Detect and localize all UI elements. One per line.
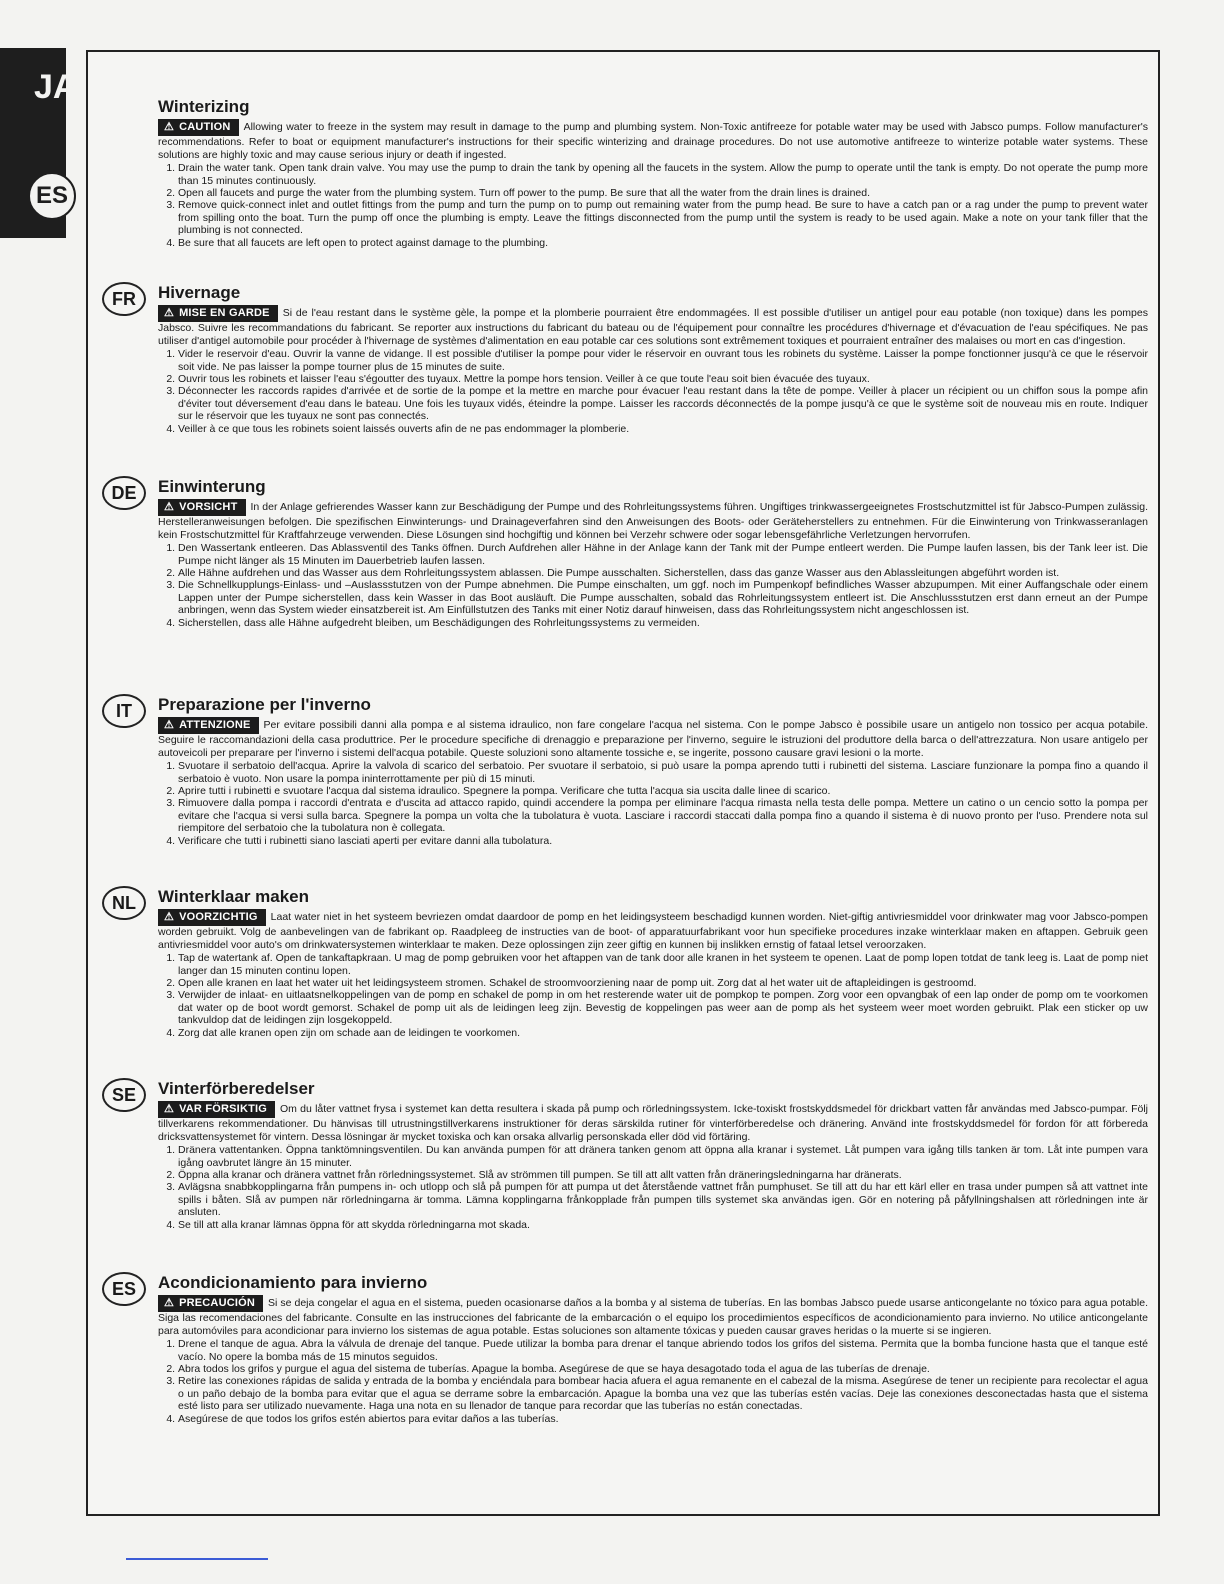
intro-text: Allowing water to freeze in the system may result in damage to the pump and plumbing system. Non-Toxic antifreeze for potable water may be used with Jabsco pumps. Follow manufacturer's recommendations. Refer to boat or equipment manufacturer's instructions for their specific winterizing and drainage procedures. Do not use automotive antifreeze to winterize potable water systems. These solutions are highly toxic and may cause serious injury or death if ingested. bbox=[158, 121, 1148, 161]
warn-label: MISE EN GARDE bbox=[179, 307, 270, 319]
section-intro bbox=[158, 909, 1148, 951]
step-item: 3. Verwijder de inlaat- en uitlaatsnelkoppelingen van de pomp en schakel de pomp in om het resterende water uit de pompkop te pompen. Zorg voor een opvangbak of een lap onder de pomp om te voorkomen dat water op de boot wordt gemorst. Schakel de pomp uit als de leidingen leeg zijn. Bevestig de koppelingen pas weer aan de pomp als het systeem weer moet worden gebruikt. Plak een sticker op uw tankvuldop dat de leidingen zijn losgekoppeld. bbox=[178, 989, 1148, 1026]
section-fr bbox=[112, 282, 1148, 435]
steps-list bbox=[158, 1338, 1148, 1425]
step-item: 1. Drene el tanque de agua. Abra la válvula de drenaje del tanque. Puede utilizar la bomba para drenar el tanque abriendo todos los grifos del sistema. Permita que la bomba funcione hasta que el tanque esté vacío. No opere la bomba más de 15 minutos seguidos. bbox=[178, 1338, 1148, 1363]
section-title: Acondicionamiento para invierno bbox=[158, 1273, 428, 1292]
caution-badge bbox=[158, 717, 259, 734]
step-item: 1. Vider le reservoir d'eau. Ouvrir la vanne de vidange. Il est possible d'utiliser la pompe pour vider le réservoir en ouvrant tous les robinets du système. Laisser la pompe fonctionner jusqu'à ce que le réservoir soit vide. Ne pas laisser la pompe tourner plus de 15 minutes de suite. bbox=[178, 348, 1148, 373]
section-title: Einwinterung bbox=[158, 477, 266, 496]
section-title: Hivernage bbox=[158, 283, 241, 302]
intro-text: Per evitare possibili danni alla pompa e al sistema idraulico, non fare congelare l'acqua nel sistema. Con le pompe Jabsco è possibile usare un antigelo non tossico per acqua potabile. Seguire le raccomandazioni della casa produttrice. Per le procedure specifiche di drenaggio e preparazione per l'inverno, seguire le istruzioni del produttore della barca o dell'attrezzatura. Non usare antigelo per autoveicoli per preparare per l'inverno i sistemi dell'acqua potabile. Queste soluzioni sono altamente tossiche e, se ingerite, possono causare gravi lesioni o la morte. bbox=[158, 719, 1148, 759]
section-intro bbox=[158, 305, 1148, 347]
lang-badge-de: DE bbox=[102, 476, 146, 510]
step-item: 4. Be sure that all faucets are left open to protect against damage to the plumbing. bbox=[178, 237, 1148, 249]
page-frame bbox=[86, 50, 1160, 1516]
lang-badge-nl: NL bbox=[102, 886, 146, 920]
steps-list bbox=[158, 542, 1148, 629]
step-item: 4. Veiller à ce que tous les robinets soient laissés ouverts afin de ne pas endommager la plomberie. bbox=[178, 423, 1148, 435]
warning-triangle-icon: ⚠ bbox=[164, 501, 175, 513]
section-es bbox=[111, 1272, 1148, 1425]
section-nl bbox=[112, 886, 1148, 1039]
step-item: 1. Den Wassertank entleeren. Das Ablassventil des Tanks öffnen. Durch Aufdrehen aller Hähne in der Anlage kann der Tank mit der Pumpe entleert werden. Die Pumpe laufen lassen, bis der Tank leer ist. Die Pumpe nicht länger als 15 Minuten im Dauerbetrieb laufen lassen. bbox=[178, 542, 1148, 567]
section-title: Winterklaar maken bbox=[158, 887, 310, 906]
steps-list bbox=[158, 760, 1148, 847]
intro-text: Si se deja congelar el agua en el sistema, pueden ocasionarse daños a la bomba y al sistema de tuberías. En las bombas Jabsco puede usarse anticongelante no tóxico para agua potable. Siga las recomendaciones del fabricante. Consulte en las instrucciones del fabricante de la embarcación o el equipo los procedimientos específicos de acondicionamiento para invierno. No utilice anticongelante para automóviles para acondicionar para invierno los sistemas de agua potable. Estas soluciones son altamente tóxicas y pueden causar graves heridas o la muerte si se ingieren. bbox=[158, 1297, 1148, 1337]
warning-triangle-icon: ⚠ bbox=[164, 1103, 175, 1115]
lang-badge-it: IT bbox=[102, 694, 146, 728]
footer-rule bbox=[126, 1558, 268, 1560]
section-intro bbox=[158, 499, 1148, 541]
section-se bbox=[111, 1078, 1148, 1231]
warning-triangle-icon: ⚠ bbox=[164, 911, 175, 923]
step-item: 4. Zorg dat alle kranen open zijn om schade aan de leidingen te voorkomen. bbox=[178, 1027, 1148, 1039]
warn-label: CAUTION bbox=[179, 121, 231, 133]
section-it bbox=[116, 694, 1148, 847]
step-item: 2. Öppna alla kranar och dränera vattnet från rörledningssystemet. Slå av strömmen till pumpen. Se till att allt vatten från dräneringsledningarna har dränerats. bbox=[178, 1169, 1148, 1181]
step-item: 2. Open all faucets and purge the water from the plumbing system. Turn off power to the pump. Be sure that all the water from the drain lines is drained. bbox=[178, 187, 1148, 199]
warning-triangle-icon: ⚠ bbox=[164, 719, 175, 731]
step-item: 4. Sicherstellen, dass alle Hähne aufgedreht bleiben, um Beschädigungen des Rohrleitungssystems zu vermeiden. bbox=[178, 617, 1148, 629]
warn-label: VOORZICHTIG bbox=[179, 911, 258, 923]
step-item: 1. Drain the water tank. Open tank drain valve. You may use the pump to drain the tank by opening all the faucets in the system. Allow the pump to operate until the tank is empty. Do not operate the pump more than 15 minutes continuously. bbox=[178, 162, 1148, 187]
steps-list bbox=[158, 1144, 1148, 1231]
step-item: 1. Tap de watertank af. Open de tankaftapkraan. U mag de pomp gebruiken voor het aftappen van de tank door alle kranen in het systeem te openen. Laat de pomp lopen totdat de tank leeg is. Laat de pomp niet langer dan 15 minuten continu lopen. bbox=[178, 952, 1148, 977]
section-title: Vinterförberedelser bbox=[158, 1079, 315, 1098]
warn-label: VAR FÖRSIKTIG bbox=[179, 1103, 268, 1115]
step-item: 3. Déconnecter les raccords rapides d'arrivée et de sortie de la pompe et la mettre en marche pour évacuer l'eau restant dans la tête de pompe. Veiller à placer un récipient ou un chiffon sous la pompe afin d'éviter tout déversement d'eau dans le bateau. Une fois les tuyaux vidés, éteindre la pompe. Laisser les raccords déconnectés de la pompe jusqu'à ce que le système soit de nouveau mis en route. Indiquer sur le réservoir que les tuyaux ne sont pas connectés. bbox=[178, 385, 1148, 422]
warning-triangle-icon: ⚠ bbox=[164, 307, 175, 319]
section-title: Winterizing bbox=[158, 97, 250, 116]
step-item: 1. Dränera vattentanken. Öppna tanktömningsventilen. Du kan använda pumpen för att dränera tanken genom att öppna alla kranar i systemet. Låt pumpen vara igång tills tanken är tom. Låt inte pumpen vara igång oavbrutet längre än 15 minuter. bbox=[178, 1144, 1148, 1169]
lang-badge-fr: FR bbox=[102, 282, 146, 316]
step-item: 2. Alle Hähne aufdrehen und das Wasser aus dem Rohrleitungssystem ablassen. Die Pumpe ausschalten. Sicherstellen, dass das ganze Wasser aus den Ablassleitungen abgeführt worden ist. bbox=[178, 567, 1148, 579]
section-winterizing bbox=[158, 96, 1148, 249]
step-item: 3. Retire las conexiones rápidas de salida y entrada de la bomba y enciéndala para bombear hacia afuera el agua remanente en el cabezal de la misma. Asegúrese de tener un recipiente para recolectar el agua o un paño debajo de la bomba para evitar que el agua se derrame sobre la embarcación. Apague la bomba una vez que las tuberías estén vacías. Deje las conexiones desconectadas hasta que el sistema esté listo para ser utilizado nuevamente. Haga una nota en su llenador de tanque para recordar que las tuberías no están conectadas. bbox=[178, 1375, 1148, 1412]
caution-badge bbox=[158, 1295, 263, 1312]
section-title: Preparazione per l'inverno bbox=[158, 695, 371, 714]
intro-text: Si de l'eau restant dans le système gèle, la pompe et la plomberie pourraient être endommagées. Il est possible d'utiliser un antigel pour eau potable (non toxique) dans les pompes Jabsco. Suivre les recommandations du fabricant. Se reporter aux instructions du fabricant du bateau ou de l'équipement pour connaître les procédures d'hivernage et d'évacuation de l'eau spécifiques. Ne pas utiliser d'antigel automobile pour procéder à l'hivernage de systèmes d'alimentation en eau potable car ces solutions sont extrêmement toxiques et pourraient entraîner des malaises ou mort en cas d'ingestion. bbox=[158, 307, 1148, 347]
step-item: 4. Asegúrese de que todos los grifos estén abiertos para evitar daños a las tuberías. bbox=[178, 1413, 1148, 1425]
section-intro bbox=[158, 1295, 1148, 1337]
step-item: 2. Abra todos los grifos y purgue el agua del sistema de tuberías. Apague la bomba. Asegúrese de que se haya desagotado toda el agua de las tuberías de drenaje. bbox=[178, 1363, 1148, 1375]
step-item: 2. Ouvrir tous les robinets et laisser l'eau s'égoutter des tuyaux. Mettre la pompe hors tension. Veiller à ce que toute l'eau soit bien évacuée des tuyaux. bbox=[178, 373, 1148, 385]
step-item: 2. Open alle kranen en laat het water uit het leidingsysteem stromen. Schakel de stroomvoorziening naar de pomp uit. Zorg dat al het water uit de aftapleidingen is gestroomd. bbox=[178, 977, 1148, 989]
step-item: 4. Se till att alla kranar lämnas öppna för att skydda rörledningarna mot skada. bbox=[178, 1219, 1148, 1231]
section-intro bbox=[158, 119, 1148, 161]
side-badge-text: ES bbox=[36, 182, 69, 209]
intro-text: Om du låter vattnet frysa i systemet kan detta resultera i skada på pump och rörledningssystem. Icke-toxiskt frostskyddsmedel för drickbart vatten får användas med Jabsco-pumpar. Följ tillverkarens rekommendationer. Du hänvisas till utrustningstillverkarens instruktioner för deras särskilda rutiner för vinterförberedelse och dränering. Använd inte frostskyddsmedel för fordon för att förbereda dricksvattensystemet för vintern. Dessa lösningar är mycket toxiska och kan orsaka allvarlig personskada eller död vid förtäring. bbox=[158, 1103, 1148, 1143]
step-item: 3. Avlägsna snabbkopplingarna från pumpens in- och utlopp och slå på pumpen för att pumpa ut det återstående vattnet från pumphuset. Se till att du har ett kärl eller en trasa under pumpen så att vattnet inte spills i båten. Slå av pumpen när rörledningarna är tomma. Lämna kopplingarna frånkopplade från pumpen tills systemet ska användas igen. Gör en notering på påfyllningshalsen att rörledningen inte är ansluten. bbox=[178, 1181, 1148, 1218]
caution-badge bbox=[158, 1101, 275, 1118]
steps-list bbox=[158, 162, 1148, 249]
step-item: 1. Svuotare il serbatoio dell'acqua. Aprire la valvola di scarico del serbatoio. Per svuotare il serbatoio, si può usare la pompa aprendo tutti i rubinetti del sistema. Lasciare funzionare la pompa fino a quando il serbatoio è vuoto. Non usare la pompa ininterrottamente per più di 15 minuti. bbox=[178, 760, 1148, 785]
section-de bbox=[111, 476, 1148, 629]
lang-badge-es: ES bbox=[102, 1272, 146, 1306]
intro-text: Laat water niet in het systeem bevriezen omdat daardoor de pomp en het leidingsysteem beschadigd kunnen worden. Niet-giftig antivriesmiddel voor drinkwater mag voor Jabsco-pompen worden gebruikt. Volg de aanbevelingen van de fabrikant op. Raadpleeg de instructies van de boot- of apparatuurfabrikant voor hun specifieke procedures inzake winterklaar maken en aftappen. Gebruik geen antivriesmiddel voor auto's om drinkwatersystemen winterklaar te maken. Deze oplossingen zijn zeer giftig en kunnen bij inslikken ernstig of fataal letsel veroorzaken. bbox=[158, 911, 1148, 951]
warning-triangle-icon: ⚠ bbox=[164, 1297, 175, 1309]
steps-list bbox=[158, 952, 1148, 1039]
caution-badge bbox=[158, 909, 266, 926]
step-item: 3. Rimuovere dalla pompa i raccordi d'entrata e d'uscita ad attacco rapido, quindi accendere la pompa per eliminare l'acqua rimasta nella testa delle pompa. Mettere un catino o un cencio sotto la pompa per evitare che l'acqua si versi sulla barca. Spegnere la pompa un volta che la tubolatura è vuota. Lasciare i raccordi staccati dalla pompa fino a quando il sistema è di nuovo pronto per l'uso. Prendere nota sul riempitore del serbatoio che la tubolatura non è collegata. bbox=[178, 797, 1148, 834]
steps-list bbox=[158, 348, 1148, 435]
side-tab-text: JA bbox=[34, 68, 78, 106]
caution-badge bbox=[158, 305, 278, 322]
warn-label: ATTENZIONE bbox=[179, 719, 251, 731]
step-item: 2. Aprire tutti i rubinetti e svuotare l'acqua dal sistema idraulico. Spegnere la pompa. Verificare che tutta l'acqua sia uscita dalle linee di scarico. bbox=[178, 785, 1148, 797]
warn-label: PRECAUCIÓN bbox=[179, 1297, 256, 1309]
step-item: 4. Verificare che tutti i rubinetti siano lasciati aperti per evitare danni alla tubolatura. bbox=[178, 835, 1148, 847]
intro-text: In der Anlage gefrierendes Wasser kann zur Beschädigung der Pumpe und des Rohrleitungssystems führen. Ungiftiges trinkwassergeeignetes Frostschutzmittel ist für Jabsco-Pumpen zulässig. Herstelleranweisungen befolgen. Die spezifischen Einwinterungs- und Drainageverfahren sind den Anweisungen des Boots- oder Geräteherstellers zu entnehmen. Für die Einwinterung von Trinkwasseranlagen kein Frostschutzmittel für Kraftfahrzeuge verwenden. Diese Lösungen sind hochgiftig und können bei Verzehr schwere oder sogar lebensgefährliche Verletzungen hervorrufen. bbox=[158, 501, 1148, 541]
side-language-badge bbox=[28, 172, 76, 220]
caution-badge bbox=[158, 119, 239, 136]
section-intro bbox=[158, 1101, 1148, 1143]
caution-badge bbox=[158, 499, 246, 516]
step-item: 3. Die Schnellkupplungs-Einlass- und –Auslassstutzen von der Pumpe abnehmen. Die Pumpe einschalten, um ggf. noch im Pumpenkopf befindliches Wasser abzupumpen. Mit einer Auffangschale oder einem Lappen unter der Pumpe sicherstellen, dass kein Wasser in das Boot ausläuft. Die Pumpe ausschalten, sobald das Rohrleitungssystem entleert ist. Die Anschlussstutzen erst dann erneut an der Pumpe anbringen, wenn das System wieder einsatzbereit ist. Am Einfüllstutzen des Tanks mit einer Notiz darauf hinweisen, dass das Rohrleitungssystem nicht angeschlossen ist. bbox=[178, 579, 1148, 616]
step-item: 3. Remove quick-connect inlet and outlet fittings from the pump and turn the pump on to pump out remaining water from the pump head. Be sure to have a catch pan or a rag under the pump to prevent water from spilling onto the boat. Turn the pump off once the plumbing is empty. Leave the fittings disconnected from the pump until the system is ready to be used again. Make a note on your tank filler that the plumbing is not connected. bbox=[178, 199, 1148, 236]
lang-badge-se: SE bbox=[102, 1078, 146, 1112]
section-intro bbox=[158, 717, 1148, 759]
warning-triangle-icon: ⚠ bbox=[164, 121, 175, 133]
warn-label: VORSICHT bbox=[179, 501, 238, 513]
